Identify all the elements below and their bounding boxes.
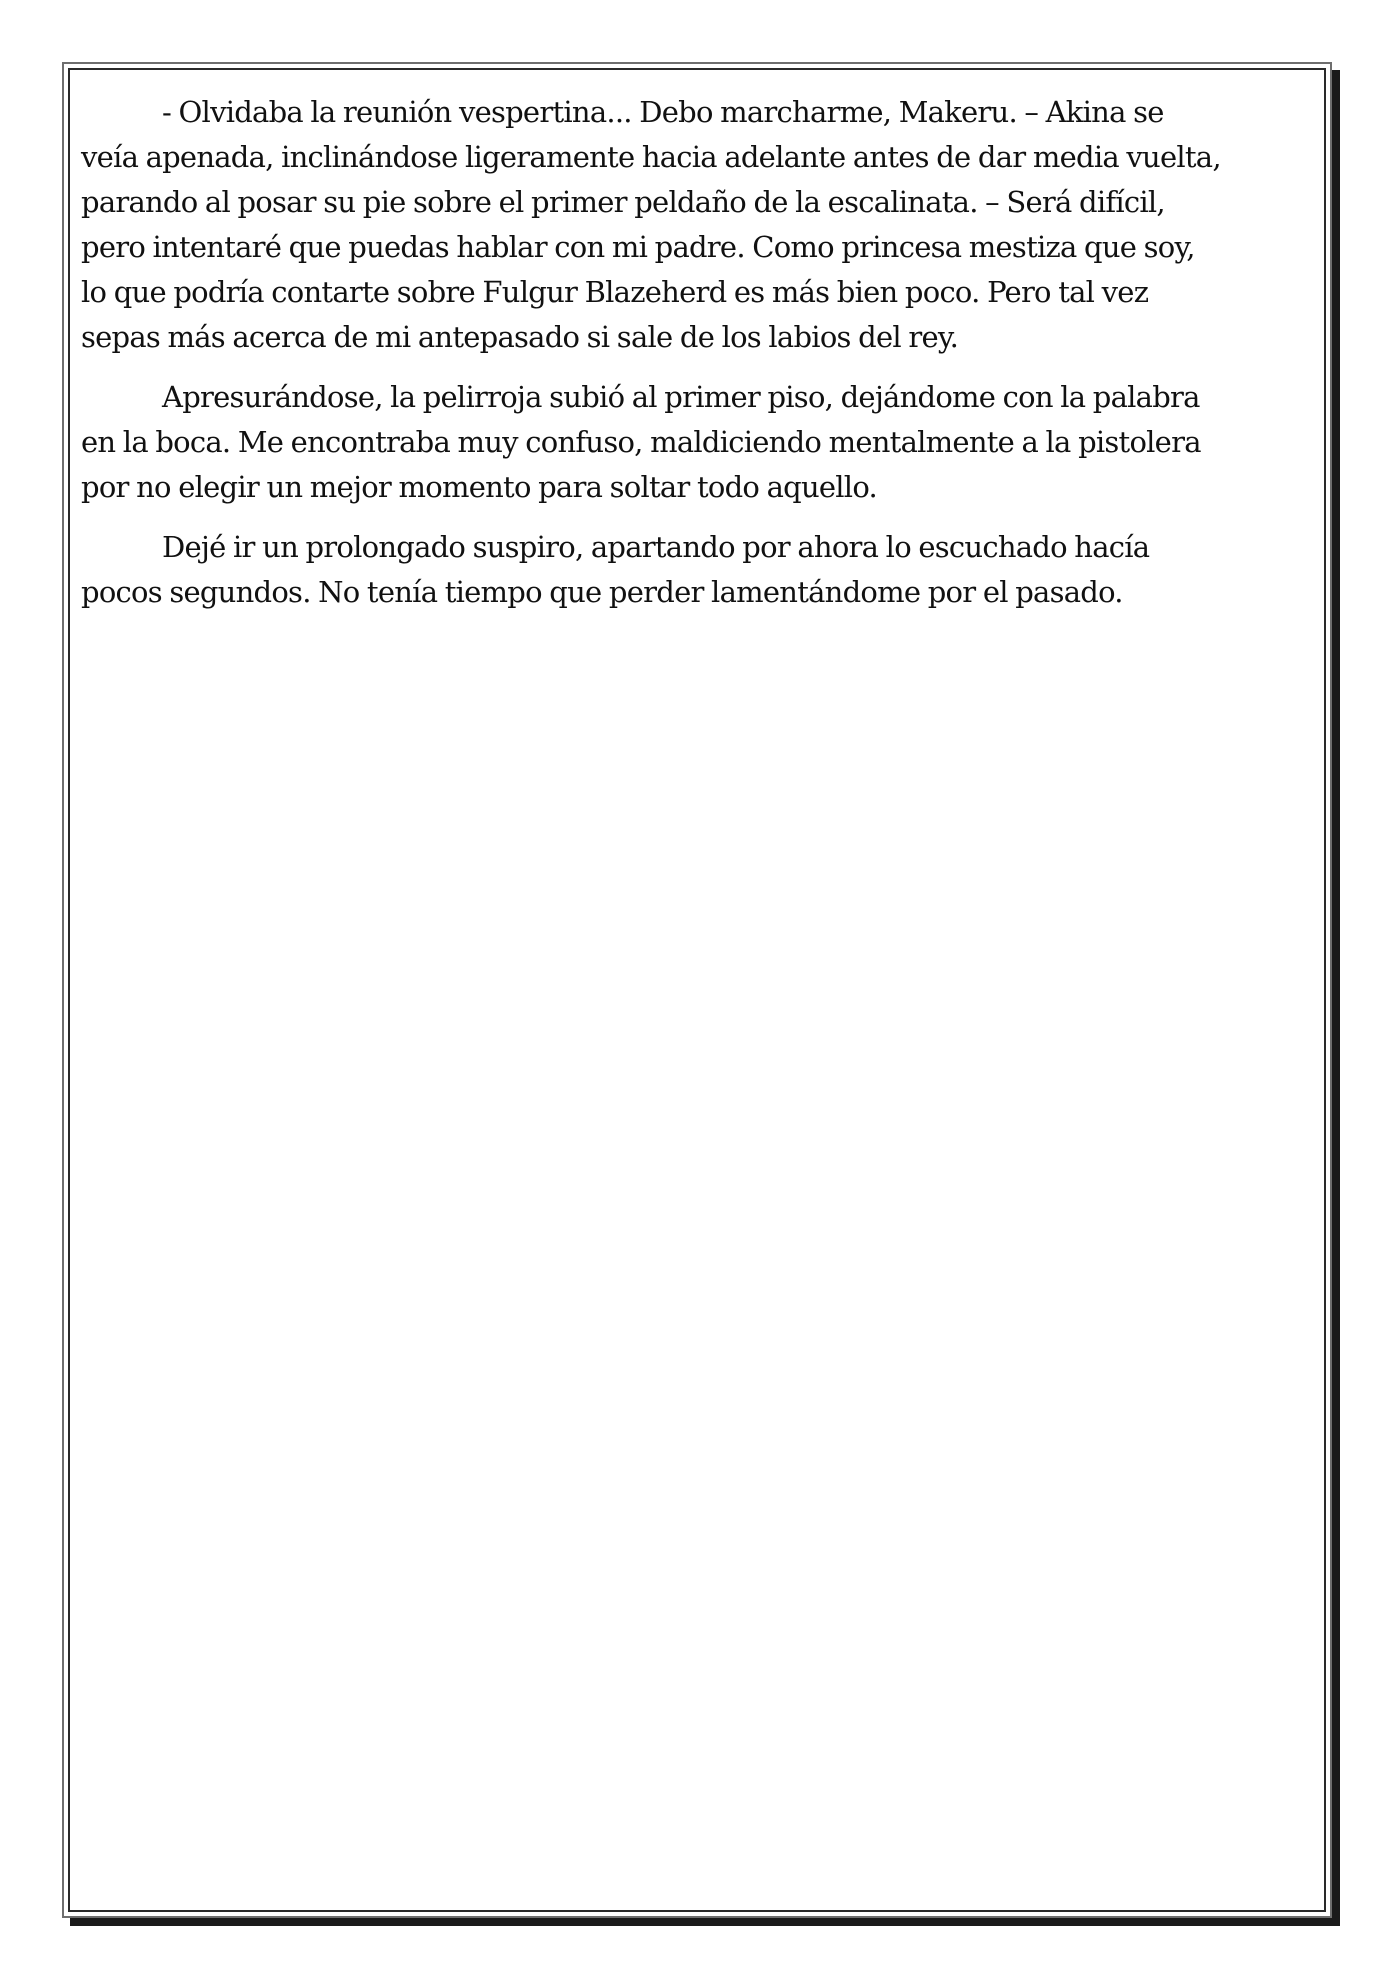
paragraph-line: parando al posar su pie sobre el primer peldaño de la escalinata. – Será difícil, (81, 185, 1165, 219)
paragraph-line: Apresurándose, la pelirroja subió al primer piso, dejándome con la palabra (162, 380, 1200, 414)
paragraph-line: sepas más acerca de mi antepasado si sale de los labios del rey. (81, 320, 959, 354)
paragraph-1 (81, 90, 1286, 360)
paragraph-line: pocos segundos. No tenía tiempo que perder lamentándome por el pasado. (81, 575, 1123, 609)
paragraph-line: por no elegir un mejor momento para soltar todo aquello. (81, 470, 878, 504)
paragraph-3 (81, 525, 1286, 615)
paragraph-line: Dejé ir un prolongado suspiro, apartando por ahora lo escuchado hacía (162, 530, 1150, 564)
paragraph-line: lo que podría contarte sobre Fulgur Blazeherd es más bien poco. Pero tal vez (81, 275, 1149, 309)
paragraph-line: pero intentaré que puedas hablar con mi padre. Como princesa mestiza que soy, (81, 230, 1195, 264)
document-body (81, 90, 1286, 630)
paragraph-line: veía apenada, inclinándose ligeramente hacia adelante antes de dar media vuelta, (81, 140, 1221, 174)
paragraph-2 (81, 375, 1286, 510)
paragraph-line: en la boca. Me encontraba muy confuso, maldiciendo mentalmente a la pistolera (81, 425, 1201, 459)
paragraph-line: - Olvidaba la reunión vespertina... Debo marcharme, Makeru. – Akina se (162, 95, 1164, 129)
